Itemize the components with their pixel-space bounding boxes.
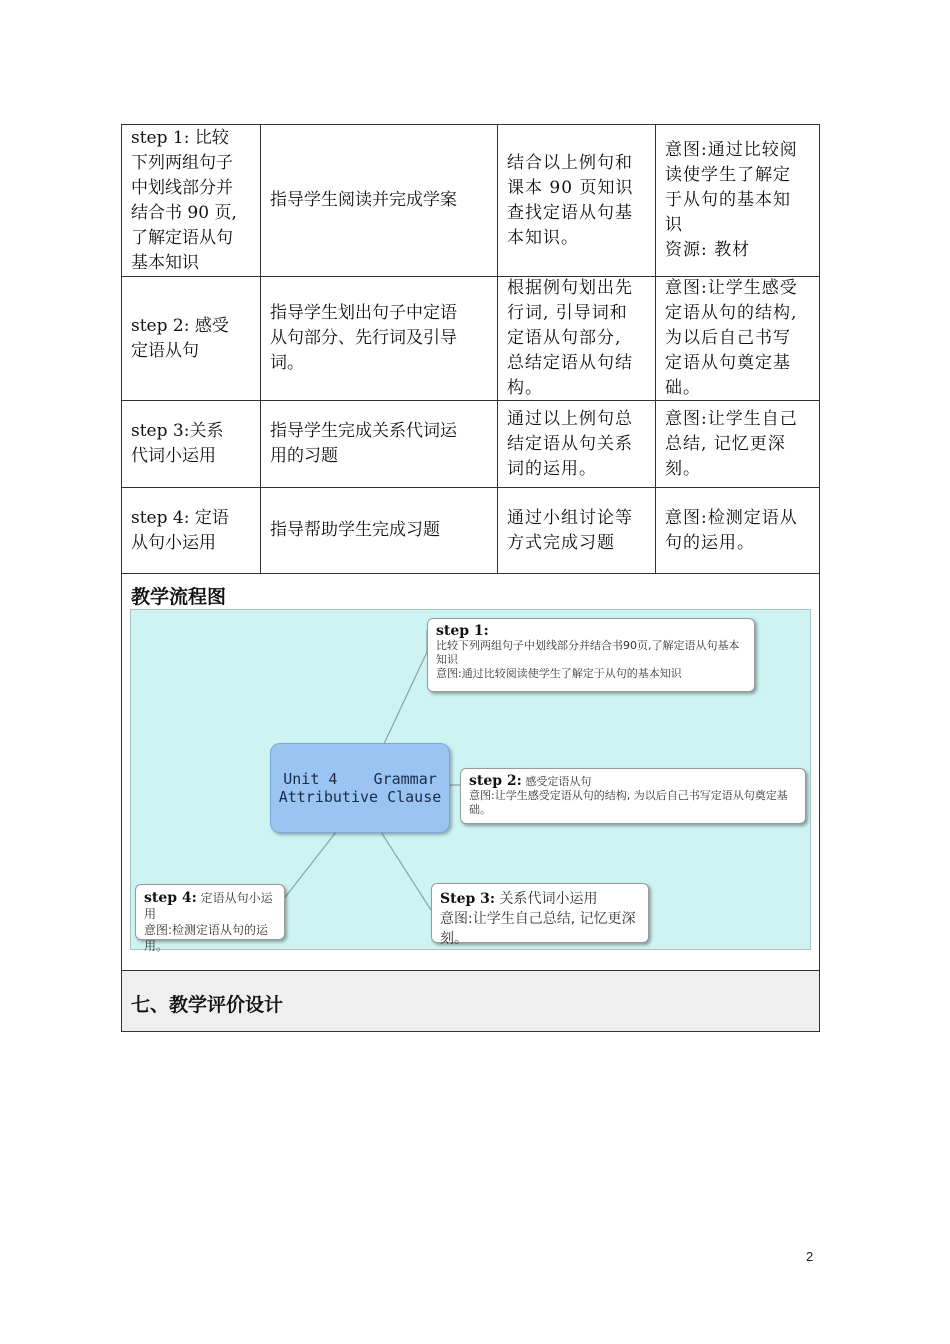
step-title-line: step 4: 定语 (131, 507, 229, 528)
node-intent: 意图:让学生自己总结, 记忆更深刻。 (440, 911, 636, 947)
step-title-line: 基本知识 (131, 252, 199, 273)
flow-node-step2 (460, 768, 806, 824)
teacher-activity-line: 指导学生划出句子中定语 (270, 303, 457, 323)
flowchart-section (122, 574, 819, 971)
node-intent: 意图:让学生感受定语从句的结构, 为以后自己书写定语从句奠定基础。 (469, 789, 788, 816)
step-title-line: 了解定语从句 (131, 227, 233, 248)
student-activity-line: 通过小组讨论等 (507, 507, 633, 528)
student-activity-line: 行词, 引导词和 (507, 303, 628, 323)
student-activity-line: 结合以上例句和 (507, 152, 633, 173)
teacher-activity-line: 指导帮助学生完成习题 (270, 520, 440, 540)
intent-line: 读使学生了解定 (665, 165, 791, 185)
intent-line: 为以后自己书写 (665, 328, 791, 348)
table-row (122, 277, 819, 401)
step-title-cell (122, 277, 261, 400)
step-title-line: 中划线部分并 (131, 177, 233, 198)
student-activity-line: 结定语从句关系 (507, 433, 633, 454)
student-activity-cell (498, 488, 656, 573)
table-row (122, 488, 819, 574)
lesson-table (121, 124, 820, 1032)
student-activity-line: 方式完成习题 (507, 532, 615, 553)
teacher-activity-cell (261, 488, 498, 573)
student-activity-line: 通过以上例句总 (507, 408, 633, 429)
teacher-activity-line: 指导学生完成关系代词运 (270, 421, 457, 441)
intent-line: 识 (665, 215, 683, 235)
center-node (270, 743, 450, 833)
intent-line: 础。 (665, 378, 701, 398)
node-desc: 比较下列两组句子中划线部分并结合书90页,了解定语从句基本知识 (436, 639, 740, 666)
table-row (122, 401, 819, 488)
intent-cell (656, 401, 819, 487)
step-title-line: 下列两组句子 (131, 152, 233, 173)
intent-line: 刻。 (665, 458, 701, 479)
node-label: step 2: (469, 773, 522, 789)
node-intent: 意图:通过比较阅读使学生了解定于从句的基本知识 (436, 667, 682, 680)
student-activity-line: 本知识。 (507, 227, 579, 248)
node-intent: 意图:检测定语从句的运用。 (144, 923, 269, 953)
section-title: 七、教学评价设计 (131, 994, 284, 1016)
intent-cell (656, 488, 819, 573)
step-title-line: 从句小运用 (131, 532, 216, 553)
teacher-activity-cell (261, 277, 498, 400)
student-activity-line: 查找定语从句基 (507, 202, 633, 223)
intent-line: 意图:让学生自己 (665, 408, 798, 429)
node-title: 关系代词小运用 (499, 891, 598, 907)
intent-line: 意图:通过比较阅 (665, 140, 798, 160)
step-title-cell (122, 125, 261, 276)
intent-line: 于从句的基本知 (665, 190, 791, 210)
intent-line: 资源: 教材 (665, 240, 751, 260)
step-title-line: step 2: 感受 (131, 315, 229, 336)
intent-line: 总结, 记忆更深 (665, 433, 786, 454)
center-line: Unit 4 Grammar (283, 770, 437, 788)
intent-line: 定语从句奠定基 (665, 353, 791, 373)
node-label: step 1: (436, 623, 489, 639)
step-title-cell (122, 488, 261, 573)
teacher-activity-line: 词。 (270, 353, 304, 373)
step-title-line: 结合书 90 页, (131, 202, 237, 223)
student-activity-line: 构。 (507, 378, 543, 398)
section-title: 教学流程图 (131, 586, 227, 608)
student-activity-line: 根据例句划出先 (507, 278, 633, 298)
node-title: 感受定语从句 (525, 775, 592, 788)
teacher-activity-line: 从句部分、先行词及引导 (270, 328, 457, 348)
step-title-line: step 3:关系 (131, 421, 224, 441)
page-number: 2 (806, 1249, 814, 1264)
intent-cell (656, 125, 819, 276)
flow-node-step1 (427, 618, 755, 692)
step-title-line: 代词小运用 (131, 446, 216, 466)
student-activity-cell (498, 125, 656, 276)
flow-node-step4 (135, 884, 285, 953)
step-title-cell (122, 401, 261, 487)
student-activity-line: 总结定语从句结 (507, 353, 633, 373)
teacher-activity-line: 用的习题 (270, 446, 338, 466)
student-activity-line: 定语从句部分, (507, 328, 622, 348)
node-label: Step 3: (440, 891, 496, 907)
center-line: Attributive Clause (278, 788, 442, 806)
mind-map-diagram (130, 609, 811, 953)
intent-cell (656, 277, 819, 400)
evaluation-section (122, 971, 819, 1031)
intent-line: 意图:让学生感受 (665, 278, 798, 298)
node-title: 定语从句小运用 (144, 891, 273, 921)
step-title-line: 定语从句 (131, 340, 199, 361)
student-activity-line: 课本 90 页知识 (507, 177, 634, 198)
intent-line: 意图:检测定语从 (665, 507, 798, 528)
teacher-activity-cell (261, 125, 498, 276)
step-title-line: step 1: 比较 (131, 127, 229, 148)
teacher-activity-cell (261, 401, 498, 487)
student-activity-cell (498, 277, 656, 400)
intent-line: 句的运用。 (665, 532, 755, 553)
table-row (122, 125, 819, 277)
student-activity-line: 词的运用。 (507, 458, 597, 479)
student-activity-cell (498, 401, 656, 487)
teacher-activity-line: 指导学生阅读并完成学案 (270, 190, 457, 210)
intent-line: 定语从句的结构, (665, 303, 798, 323)
node-label: step 4: (144, 890, 197, 906)
flow-node-step3 (431, 883, 649, 947)
